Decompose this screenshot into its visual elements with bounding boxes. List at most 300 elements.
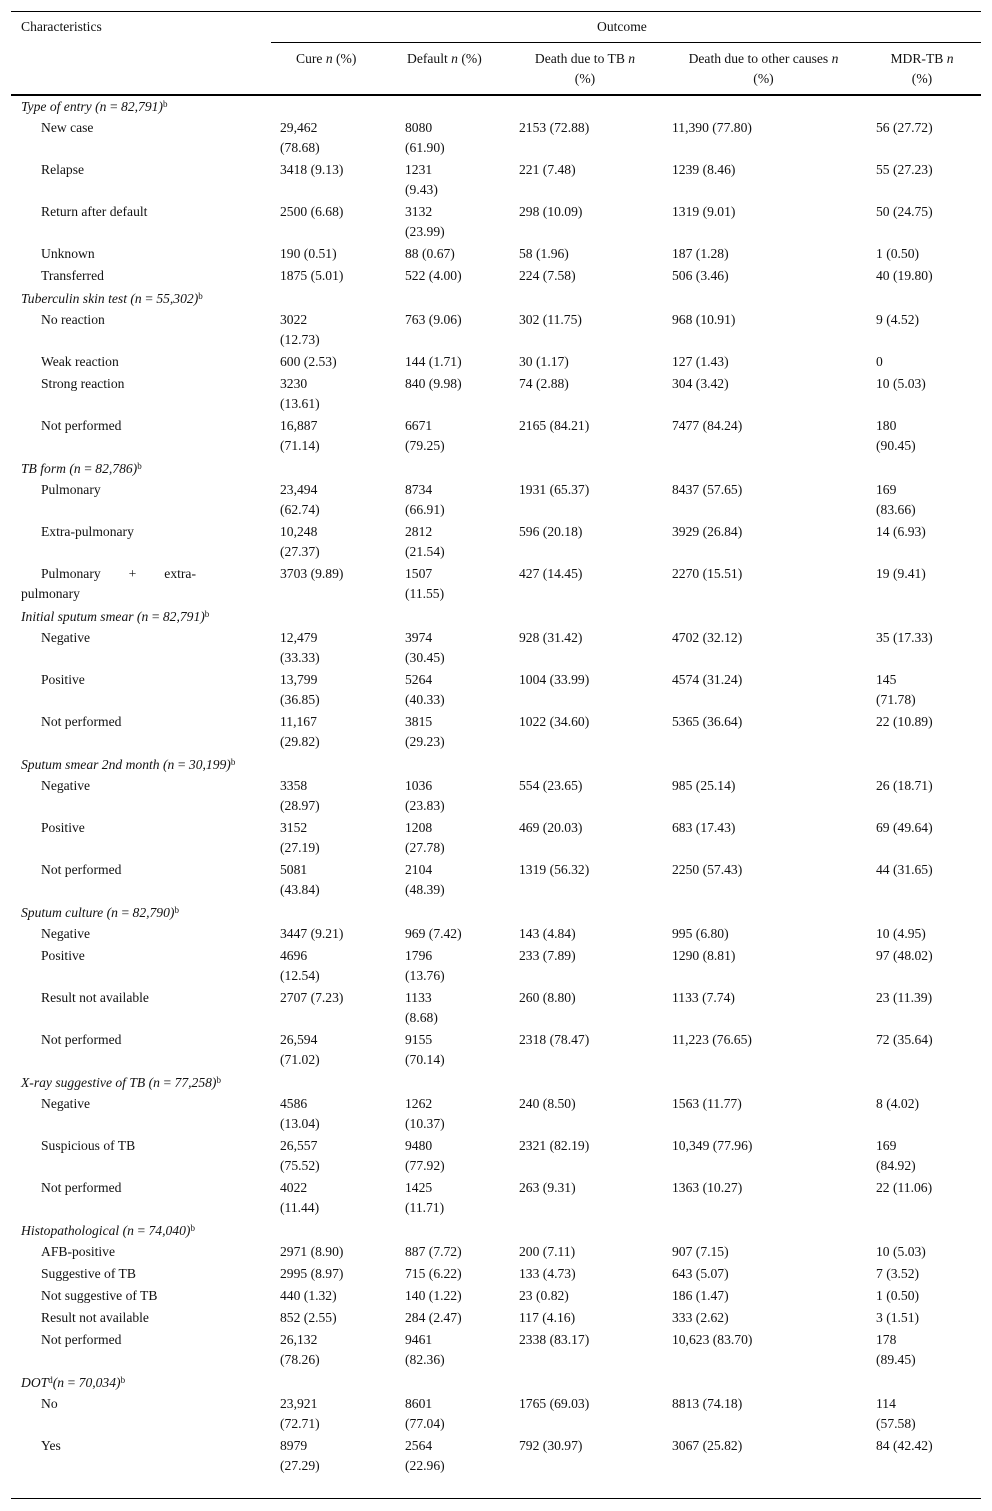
cell-line: 968 (10.91) bbox=[672, 312, 736, 327]
cell-line: 985 (25.14) bbox=[672, 778, 736, 793]
cell-line: 2812 bbox=[405, 524, 433, 539]
section-footnote-sup: b bbox=[198, 291, 203, 301]
cell-line: 9480 bbox=[405, 1138, 433, 1153]
table-row bbox=[0, 160, 992, 200]
cell-line: 186 (1.47) bbox=[672, 1288, 729, 1303]
table-cell bbox=[280, 628, 320, 668]
cell-line: 1290 (8.81) bbox=[672, 948, 736, 963]
table-cell bbox=[519, 1136, 589, 1156]
cell-line: 2707 (7.23) bbox=[280, 990, 344, 1005]
row-label: Negative bbox=[41, 926, 91, 941]
table-cell bbox=[519, 1242, 575, 1262]
table-cell bbox=[280, 244, 337, 264]
row-label: Pulmonary bbox=[41, 482, 101, 497]
table-cell bbox=[405, 1030, 445, 1070]
table-row bbox=[0, 1286, 992, 1306]
section-title-text: Histopathological (n = 74,040) bbox=[21, 1223, 191, 1238]
cell-line: (13.04) bbox=[280, 1116, 320, 1131]
cell-line: 2250 (57.43) bbox=[672, 862, 743, 877]
table-cell bbox=[519, 522, 582, 542]
table-row bbox=[0, 1264, 992, 1284]
table-cell bbox=[519, 374, 569, 394]
cell-line: 643 (5.07) bbox=[672, 1266, 729, 1281]
cell-line: 1931 (65.37) bbox=[519, 482, 590, 497]
row-label: Unknown bbox=[41, 246, 95, 261]
table-cell bbox=[876, 1264, 919, 1284]
cell-line: 4696 bbox=[280, 948, 308, 963]
table-cell bbox=[672, 480, 742, 500]
table-cell bbox=[876, 202, 933, 222]
cell-line: 169 bbox=[876, 482, 897, 497]
cell-line: 23 (11.39) bbox=[876, 990, 933, 1005]
section-title bbox=[21, 459, 142, 479]
table-cell bbox=[672, 818, 735, 838]
table-cell bbox=[519, 244, 569, 264]
table-row bbox=[0, 352, 992, 372]
table-row bbox=[0, 480, 992, 520]
table-cell bbox=[405, 1308, 462, 1328]
table-cell bbox=[519, 1330, 589, 1350]
table-cell bbox=[280, 670, 320, 710]
cell-line: 200 (7.11) bbox=[519, 1244, 576, 1259]
cell-line: 907 (7.15) bbox=[672, 1244, 729, 1259]
table-cell bbox=[672, 628, 742, 648]
cell-line: 1507 bbox=[405, 566, 433, 581]
table-cell bbox=[519, 1178, 576, 1198]
row-label: Negative bbox=[41, 1096, 91, 1111]
table-cell bbox=[672, 1242, 729, 1262]
row-label: Strong reaction bbox=[41, 376, 125, 391]
cell-line: 1239 (8.46) bbox=[672, 162, 736, 177]
cell-line: (27.78) bbox=[405, 840, 445, 855]
row-label: No bbox=[41, 1396, 58, 1411]
cell-line: 127 (1.43) bbox=[672, 354, 729, 369]
table-cell bbox=[876, 860, 933, 880]
section-title bbox=[21, 1373, 125, 1393]
cell-line: (27.19) bbox=[280, 840, 320, 855]
table-cell bbox=[876, 1136, 916, 1176]
table-cell bbox=[672, 712, 742, 732]
cell-line: 9461 bbox=[405, 1332, 433, 1347]
table-cell bbox=[672, 1094, 742, 1114]
header-rule bbox=[11, 94, 981, 96]
cell-line: 969 (7.42) bbox=[405, 926, 462, 941]
table-cell bbox=[519, 712, 589, 732]
table-cell bbox=[672, 416, 742, 436]
cell-line: 23 (0.82) bbox=[519, 1288, 569, 1303]
cell-line: 55 (27.23) bbox=[876, 162, 933, 177]
table-cell bbox=[519, 1094, 576, 1114]
row-label: Suggestive of TB bbox=[41, 1266, 136, 1281]
cell-line: 522 (4.00) bbox=[405, 268, 462, 283]
cell-line: 1563 (11.77) bbox=[672, 1096, 742, 1111]
table-cell bbox=[280, 266, 343, 286]
table-cell bbox=[405, 988, 438, 1028]
cell-line: 7 (3.52) bbox=[876, 1266, 920, 1281]
table-cell bbox=[672, 266, 729, 286]
table-row bbox=[0, 522, 992, 562]
cell-line: 11,167 bbox=[280, 714, 317, 729]
table-cell bbox=[405, 310, 462, 330]
row-label: Negative bbox=[41, 630, 91, 645]
section-footnote-sup: b bbox=[137, 461, 142, 471]
cell-line: (29.82) bbox=[280, 734, 320, 749]
cell-line: (29.23) bbox=[405, 734, 445, 749]
table-cell bbox=[405, 670, 445, 710]
cell-line: 3815 bbox=[405, 714, 433, 729]
cell-line: 5264 bbox=[405, 672, 433, 687]
table-cell bbox=[876, 946, 933, 966]
cell-line: (28.97) bbox=[280, 798, 320, 813]
table-row bbox=[0, 1094, 992, 1134]
table-cell bbox=[672, 1394, 742, 1414]
cell-line: 72 (35.64) bbox=[876, 1032, 933, 1047]
table-cell bbox=[876, 1394, 916, 1434]
cell-line: (43.84) bbox=[280, 882, 320, 897]
table-row bbox=[0, 244, 992, 264]
cell-line: 1208 bbox=[405, 820, 433, 835]
cell-line: (61.90) bbox=[405, 140, 445, 155]
table-cell bbox=[280, 1030, 320, 1070]
section-footnote-sup: b bbox=[162, 99, 168, 109]
cell-line: (84.92) bbox=[876, 1158, 916, 1173]
table-cell bbox=[519, 352, 569, 372]
table-row bbox=[0, 670, 992, 710]
cell-line: 3132 bbox=[405, 204, 433, 219]
section-title-text: X-ray suggestive of TB (n = 77,258) bbox=[21, 1075, 217, 1090]
row-label: New case bbox=[41, 120, 94, 135]
cell-line: (30.45) bbox=[405, 650, 445, 665]
section-title-text: Type of entry (n = 82,791) bbox=[21, 99, 163, 114]
cell-line: 263 (9.31) bbox=[519, 1180, 576, 1195]
table-cell bbox=[280, 374, 320, 414]
cell-line: (21.54) bbox=[405, 544, 445, 559]
cell-line: 22 (10.89) bbox=[876, 714, 933, 729]
cell-line: 56 (27.72) bbox=[876, 120, 933, 135]
cell-line: 40 (19.80) bbox=[876, 268, 933, 283]
table-cell bbox=[405, 818, 445, 858]
table-cell bbox=[876, 712, 933, 732]
cell-line: 8601 bbox=[405, 1396, 433, 1411]
table-cell bbox=[672, 352, 729, 372]
table-row bbox=[0, 1308, 992, 1328]
cell-line: 1036 bbox=[405, 778, 433, 793]
section-title bbox=[21, 289, 203, 309]
cell-line: 469 (20.03) bbox=[519, 820, 583, 835]
table-cell bbox=[672, 202, 735, 222]
row-label: Transferred bbox=[41, 268, 104, 283]
table-cell bbox=[519, 480, 589, 500]
table-cell bbox=[405, 1242, 462, 1262]
cell-line: 1262 bbox=[405, 1096, 433, 1111]
section-title-sup: d bbox=[48, 1375, 53, 1385]
cell-line: (71.78) bbox=[876, 692, 916, 707]
table-cell bbox=[672, 1264, 729, 1284]
table-cell bbox=[876, 416, 916, 456]
cell-line: 187 (1.28) bbox=[672, 246, 729, 261]
cell-line: 69 (49.64) bbox=[876, 820, 933, 835]
table-cell bbox=[876, 310, 919, 330]
table-cell bbox=[672, 988, 735, 1008]
cell-line: 221 (7.48) bbox=[519, 162, 576, 177]
cell-line: 10 (5.03) bbox=[876, 1244, 926, 1259]
cell-line: 12,479 bbox=[280, 630, 318, 645]
table-cell bbox=[280, 160, 343, 180]
cell-line: (72.71) bbox=[280, 1416, 320, 1431]
section-footnote-sup: b bbox=[230, 757, 236, 767]
table-cell bbox=[672, 118, 752, 138]
cell-line: (78.68) bbox=[280, 140, 320, 155]
cell-line: 50 (24.75) bbox=[876, 204, 933, 219]
cell-line: 117 (4.16) bbox=[519, 1310, 576, 1325]
section-title bbox=[21, 97, 167, 117]
cell-line: (11.55) bbox=[405, 586, 445, 601]
cell-line: 169 bbox=[876, 1138, 897, 1153]
cell-line: 302 (11.75) bbox=[519, 312, 582, 327]
table-cell bbox=[405, 522, 445, 562]
cell-line: 1231 bbox=[405, 162, 433, 177]
section-title-text: Tuberculin skin test (n = 55,302) bbox=[21, 291, 199, 306]
table-cell bbox=[519, 628, 582, 648]
cell-line: 2500 (6.68) bbox=[280, 204, 344, 219]
row-label: Suspicious of TB bbox=[41, 1138, 136, 1153]
cell-line: 74 (2.88) bbox=[519, 376, 569, 391]
cell-line: 683 (17.43) bbox=[672, 820, 736, 835]
cell-line: 9 (4.52) bbox=[876, 312, 920, 327]
cell-line: (71.14) bbox=[280, 438, 320, 453]
table-cell bbox=[519, 564, 582, 584]
table-cell bbox=[876, 1030, 933, 1050]
row-label: Not performed bbox=[41, 714, 122, 729]
cell-line: 3929 (26.84) bbox=[672, 524, 743, 539]
cell-line: 715 (6.22) bbox=[405, 1266, 462, 1281]
section-title-text: DOT bbox=[21, 1375, 49, 1390]
col-header-default: Default n (%) bbox=[407, 51, 482, 66]
cell-line: (90.45) bbox=[876, 438, 916, 453]
cell-line: 26,132 bbox=[280, 1332, 318, 1347]
cell-line: 16,887 bbox=[280, 418, 318, 433]
cell-line: 8979 bbox=[280, 1438, 308, 1453]
cell-line: 1133 bbox=[405, 990, 432, 1005]
table-cell bbox=[405, 564, 444, 604]
table-cell bbox=[280, 924, 343, 944]
cell-line: 30 (1.17) bbox=[519, 354, 569, 369]
cell-line: 143 (4.84) bbox=[519, 926, 576, 941]
table-cell bbox=[672, 1136, 752, 1156]
header-characteristics: Characteristics bbox=[21, 19, 102, 34]
table-cell bbox=[405, 374, 462, 394]
cell-line: (83.66) bbox=[876, 502, 916, 517]
table-cell bbox=[672, 924, 729, 944]
table-cell bbox=[519, 924, 576, 944]
cell-line: (70.14) bbox=[405, 1052, 445, 1067]
section-title bbox=[21, 755, 235, 775]
table-cell bbox=[280, 1094, 320, 1134]
cell-line: 440 (1.32) bbox=[280, 1288, 337, 1303]
cell-line: 1319 (9.01) bbox=[672, 204, 736, 219]
table-cell bbox=[280, 522, 320, 562]
table-cell bbox=[405, 1394, 445, 1434]
table-row bbox=[0, 118, 992, 158]
cell-line: (48.39) bbox=[405, 882, 445, 897]
table-cell bbox=[672, 244, 729, 264]
cell-line: 114 bbox=[876, 1396, 896, 1411]
cell-line: (62.74) bbox=[280, 502, 320, 517]
cell-line: 5365 (36.64) bbox=[672, 714, 743, 729]
cell-line: 298 (10.09) bbox=[519, 204, 583, 219]
table-cell bbox=[519, 1308, 575, 1328]
cell-line: 2318 (78.47) bbox=[519, 1032, 590, 1047]
table-row bbox=[0, 988, 992, 1028]
table-cell bbox=[280, 118, 320, 158]
section-title bbox=[21, 1073, 221, 1093]
cell-line: (9.43) bbox=[405, 182, 438, 197]
table-row bbox=[0, 1394, 992, 1434]
cell-line: 23,494 bbox=[280, 482, 318, 497]
table-cell bbox=[280, 480, 320, 520]
cell-line: (75.52) bbox=[280, 1158, 320, 1173]
outcome-rule bbox=[271, 42, 981, 43]
section-footnote-sup: b bbox=[120, 1375, 126, 1385]
cell-line: 7477 (84.24) bbox=[672, 418, 743, 433]
cell-line: 26,557 bbox=[280, 1138, 318, 1153]
row-label: Positive bbox=[41, 672, 85, 687]
cell-line: 260 (8.80) bbox=[519, 990, 576, 1005]
cell-line: (57.58) bbox=[876, 1416, 916, 1431]
table-cell bbox=[405, 1136, 445, 1176]
section-title-text: Sputum culture (n = 82,790) bbox=[21, 905, 175, 920]
table-cell bbox=[672, 310, 735, 330]
table-cell bbox=[519, 860, 589, 880]
row-label: Relapse bbox=[41, 162, 85, 177]
cell-line: (27.37) bbox=[280, 544, 320, 559]
cell-line: (36.85) bbox=[280, 692, 320, 707]
table-row bbox=[0, 924, 992, 944]
col-header-death-other: Death due to other causes n (%) bbox=[688, 51, 839, 86]
table-cell bbox=[876, 1242, 926, 1262]
table-cell bbox=[876, 522, 926, 542]
table-row bbox=[0, 1242, 992, 1262]
table-cell bbox=[405, 266, 462, 286]
table-cell bbox=[519, 1286, 569, 1306]
cell-line: 304 (3.42) bbox=[672, 376, 729, 391]
table-row bbox=[0, 628, 992, 668]
row-label: No reaction bbox=[41, 312, 105, 327]
row-label: Extra-pulmonary bbox=[41, 524, 134, 539]
cell-line: 852 (2.55) bbox=[280, 1310, 337, 1325]
table-cell bbox=[672, 522, 742, 542]
cell-line: 84 (42.42) bbox=[876, 1438, 933, 1453]
row-label: Not suggestive of TB bbox=[41, 1288, 158, 1303]
table-cell bbox=[280, 416, 320, 456]
cell-line: 88 (0.67) bbox=[405, 246, 455, 261]
table-cell bbox=[519, 266, 576, 286]
table-cell bbox=[519, 202, 582, 222]
cell-line: (40.33) bbox=[405, 692, 445, 707]
table-cell bbox=[876, 564, 926, 584]
table-cell bbox=[405, 202, 445, 242]
table-cell bbox=[280, 946, 320, 986]
cell-line: 1425 bbox=[405, 1180, 433, 1195]
table-row bbox=[0, 202, 992, 242]
table-cell bbox=[876, 1094, 919, 1114]
cell-line: (12.73) bbox=[280, 332, 320, 347]
cell-line: 763 (9.06) bbox=[405, 312, 462, 327]
table-cell bbox=[405, 1178, 444, 1218]
cell-line: (22.96) bbox=[405, 1458, 445, 1473]
table-cell bbox=[672, 374, 729, 394]
table-row bbox=[0, 266, 992, 286]
table-cell bbox=[280, 564, 343, 584]
table-cell bbox=[876, 160, 933, 180]
cell-line: 3703 (9.89) bbox=[280, 566, 344, 581]
cell-line: 3022 bbox=[280, 312, 308, 327]
row-label: Weak reaction bbox=[41, 354, 119, 369]
cell-line: 928 (31.42) bbox=[519, 630, 583, 645]
cell-line: 22 (11.06) bbox=[876, 1180, 933, 1195]
row-label bbox=[21, 564, 196, 604]
section-title-text: (n = 70,034) bbox=[52, 1375, 121, 1390]
table-row bbox=[0, 1436, 992, 1476]
table-cell bbox=[519, 416, 589, 436]
cell-line: (33.33) bbox=[280, 650, 320, 665]
table-cell bbox=[405, 628, 445, 668]
cell-line: 23,921 bbox=[280, 1396, 318, 1411]
table-cell bbox=[876, 374, 926, 394]
col-header-death-tb: Death due to TB n (%) bbox=[534, 51, 636, 86]
table-cell bbox=[280, 1394, 320, 1434]
section-title-text: Initial sputum smear (n = 82,791) bbox=[21, 609, 205, 624]
table-cell bbox=[519, 310, 582, 330]
row-label: Not performed bbox=[41, 418, 122, 433]
cell-line: 10 (4.95) bbox=[876, 926, 926, 941]
cell-line: 2153 (72.88) bbox=[519, 120, 590, 135]
row-label: Not performed bbox=[41, 1032, 122, 1047]
cell-line: 1875 (5.01) bbox=[280, 268, 344, 283]
row-label-text: Pulmonary + extra-pulmonary bbox=[21, 566, 196, 601]
cell-line: 140 (1.22) bbox=[405, 1288, 462, 1303]
table-cell bbox=[519, 988, 576, 1008]
row-label: Result not available bbox=[41, 990, 149, 1005]
cell-line: 9155 bbox=[405, 1032, 433, 1047]
section-title-text: Sputum smear 2nd month (n = 30,199) bbox=[21, 757, 231, 772]
cell-line: (13.61) bbox=[280, 396, 320, 411]
section-footnote-sup: b bbox=[190, 1223, 195, 1233]
table-cell bbox=[519, 1030, 589, 1050]
cell-line: 133 (4.73) bbox=[519, 1266, 576, 1281]
cell-line: (79.25) bbox=[405, 438, 445, 453]
row-label: Not performed bbox=[41, 862, 122, 877]
cell-line: 554 (23.65) bbox=[519, 778, 583, 793]
table-cell bbox=[280, 1136, 320, 1176]
cell-line: (23.99) bbox=[405, 224, 445, 239]
cell-line: 8437 (57.65) bbox=[672, 482, 743, 497]
table-cell bbox=[672, 670, 742, 690]
cell-line: 1319 (56.32) bbox=[519, 862, 590, 877]
table-cell bbox=[876, 776, 933, 796]
table-cell bbox=[672, 160, 735, 180]
table-cell bbox=[280, 310, 320, 350]
cell-line: 233 (7.89) bbox=[519, 948, 576, 963]
row-label: Result not available bbox=[41, 1310, 149, 1325]
table-cell bbox=[280, 1242, 343, 1262]
cell-line: (8.68) bbox=[405, 1010, 438, 1025]
table-cell bbox=[405, 776, 445, 816]
cell-line: (78.26) bbox=[280, 1352, 320, 1367]
table-row bbox=[0, 712, 992, 752]
table-cell bbox=[405, 352, 462, 372]
cell-line: 11,223 (76.65) bbox=[672, 1032, 752, 1047]
